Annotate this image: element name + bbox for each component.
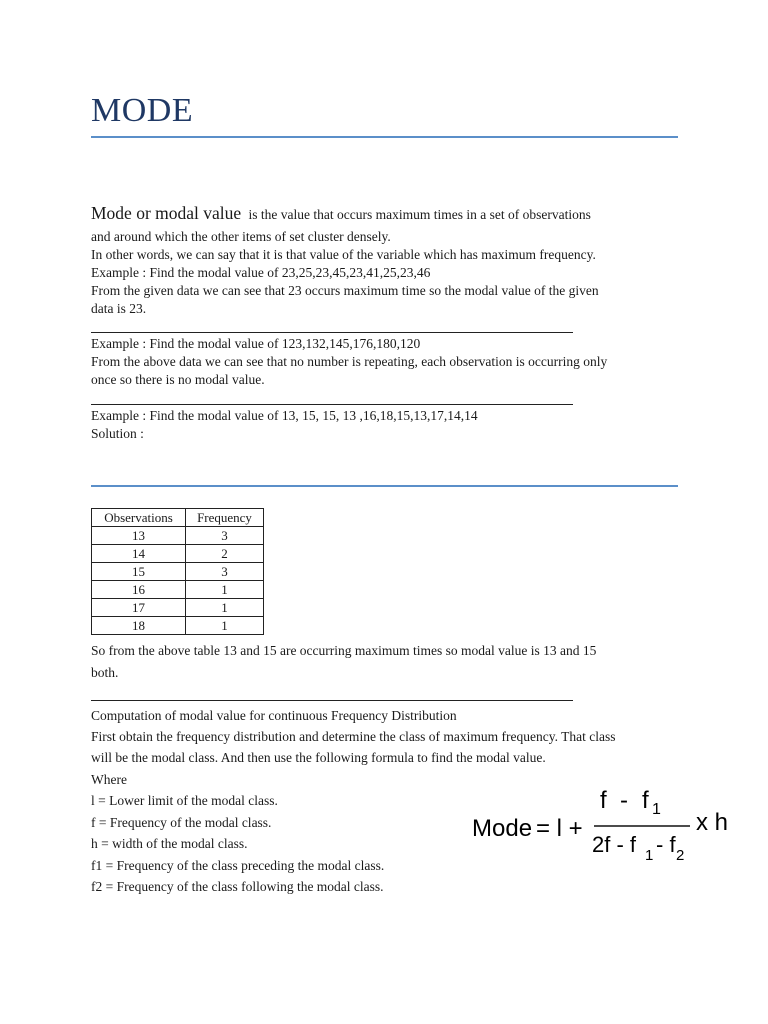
example1-answer-2: data is 23. (91, 301, 147, 316)
observation-cell: 17 (92, 599, 186, 617)
observation-cell: 16 (92, 581, 186, 599)
def-width: h = width of the modal class. (91, 836, 248, 851)
frequency-cell: 3 (186, 563, 264, 581)
def-frequency: f = Frequency of the modal class. (91, 815, 272, 830)
separator-2 (91, 404, 573, 405)
example1-answer-1: From the given data we can see that 23 occurs maximum time so the modal value of the given (91, 283, 599, 298)
def-lower-limit: l = Lower limit of the modal class. (91, 793, 278, 808)
frequency-cell: 1 (186, 599, 264, 617)
frequency-cell: 2 (186, 545, 264, 563)
formula-denominator-2f-f: 2f - f (592, 832, 637, 857)
continuous-line-2: will be the modal class. And then use the following formula to find the modal value. (91, 750, 546, 765)
formula-numerator-sub1: 1 (652, 801, 661, 818)
section-divider (91, 485, 678, 487)
where-label: Where (91, 772, 127, 787)
formula-denominator-minus-f: - f (656, 832, 676, 857)
frequency-cell: 3 (186, 527, 264, 545)
definition-term: Mode or modal value (91, 203, 242, 223)
example2-answer-2: once so there is no modal value. (91, 372, 265, 387)
definition-line-3: In other words, we can say that it is that value of the variable which has maximum frequency. (91, 247, 596, 262)
table-row (92, 581, 264, 599)
continuous-heading: Computation of modal value for continuous Frequency Distribution (91, 708, 457, 723)
def-f1: f1 = Frequency of the class preceding the modal class. (91, 858, 385, 873)
formula-numerator-f: f (600, 787, 607, 814)
table-row (92, 545, 264, 563)
header-frequency: Frequency (186, 509, 264, 527)
definition-line-2: and around which the other items of set cluster densely. (91, 229, 391, 244)
table-row (92, 563, 264, 581)
definition-text: is the value that occurs maximum times in a set of observations (248, 207, 591, 222)
example3-prompt: Example : Find the modal value of 13, 15, 15, 13 ,16,18,15,13,17,14,14 (91, 408, 478, 423)
observation-cell: 18 (92, 617, 186, 635)
table-row (92, 599, 264, 617)
conclusion-line-1: So from the above table 13 and 15 are occurring maximum times so modal value is 13 and 15 (91, 643, 597, 658)
frequency-table (91, 508, 264, 635)
formula-lhs: Mode (472, 815, 533, 842)
formula-numerator-minus: - (620, 787, 628, 814)
observation-cell: 14 (92, 545, 186, 563)
formula-equals-l-plus: = l + (536, 815, 583, 842)
table-row (92, 617, 264, 635)
conclusion-line-2: both. (91, 665, 119, 680)
mode-formula (470, 780, 735, 870)
example2-answer-1: From the above data we can see that no number is repeating, each observation is occurring only (91, 354, 608, 369)
header-observations: Observations (92, 509, 186, 527)
continuous-line-1: First obtain the frequency distribution and determine the class of maximum frequency. That class (91, 729, 616, 744)
observation-cell: 13 (92, 527, 186, 545)
table-row (92, 527, 264, 545)
frequency-cell: 1 (186, 617, 264, 635)
example2-prompt: Example : Find the modal value of 123,132,145,176,180,120 (91, 336, 421, 351)
formula-denominator-sub2: 2 (676, 847, 685, 864)
example1-prompt: Example : Find the modal value of 23,25,23,45,23,41,25,23,46 (91, 265, 431, 280)
formula-numerator-f1: f (642, 787, 649, 814)
title-divider (91, 136, 678, 138)
def-f2: f2 = Frequency of the class following the modal class. (91, 879, 384, 894)
formula-times-h: x h (696, 809, 729, 836)
definition-line-1 (91, 204, 591, 224)
solution-label: Solution : (91, 426, 144, 441)
separator-1 (91, 332, 573, 333)
table-header-row (92, 509, 264, 527)
observation-cell: 15 (92, 563, 186, 581)
separator-3 (91, 700, 573, 701)
frequency-cell: 1 (186, 581, 264, 599)
page-title: MODE (91, 92, 194, 129)
formula-denominator-sub1: 1 (645, 847, 654, 864)
